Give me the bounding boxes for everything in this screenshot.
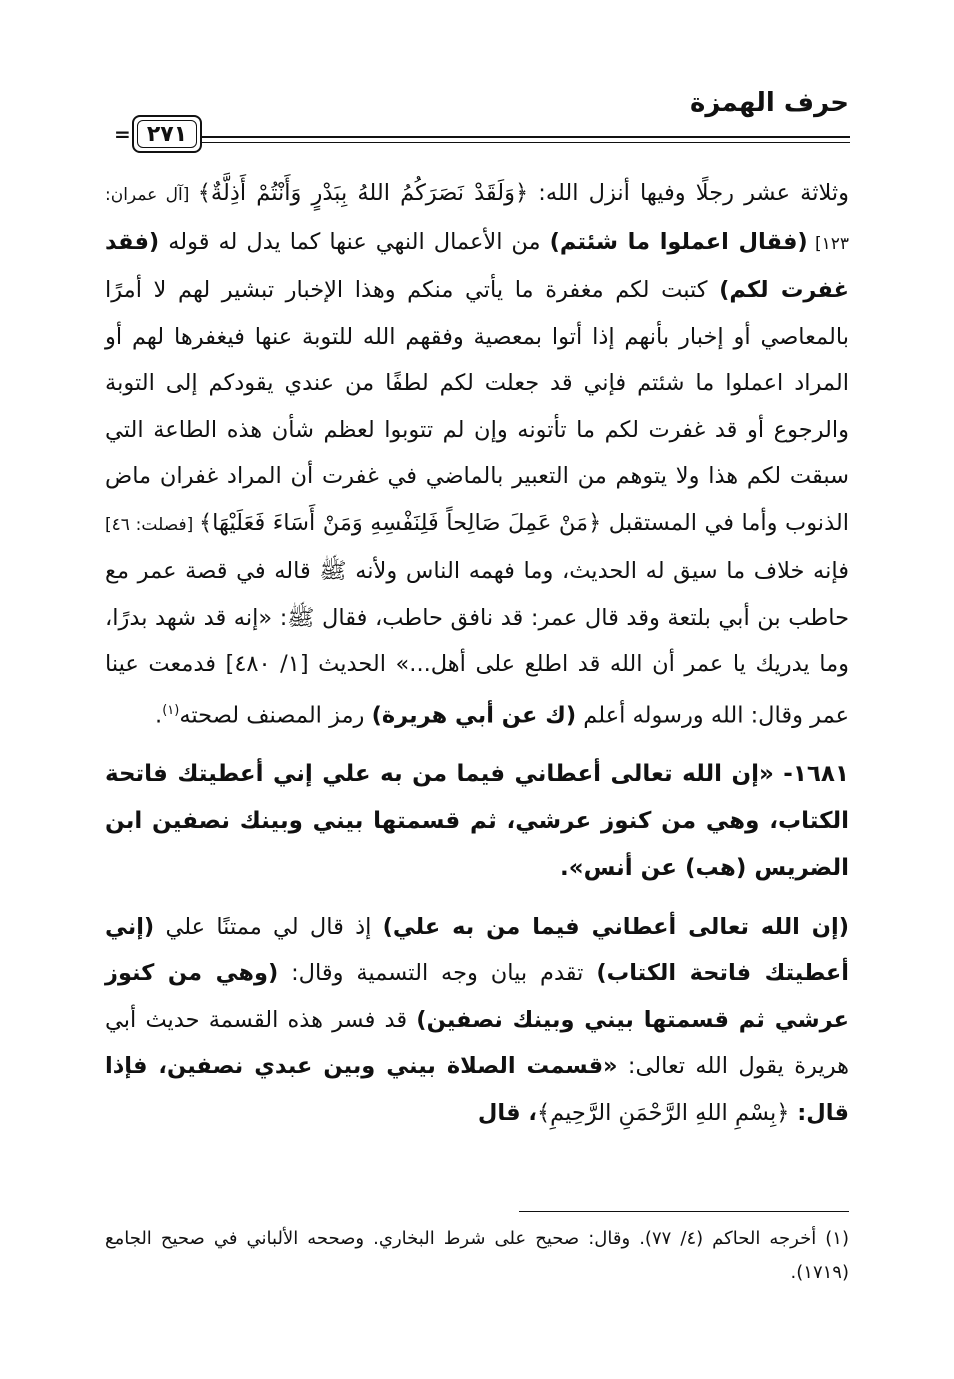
hadith-quote: (فقد غفرت لكم) bbox=[105, 228, 849, 303]
verse-reference: [آل عمران: ١٢٣] bbox=[105, 185, 850, 254]
hadith-quote: (إني أعطيتك فاتحة الكتاب) bbox=[105, 913, 849, 986]
hadith-quote: (فقال اعملوا ما شئتم) bbox=[549, 228, 808, 255]
quran-verse: ﴿بِسْمِ اللهِ الرَّحْمَنِ الرَّحِيمِ﴾ bbox=[536, 1099, 790, 1126]
page-number: ٢٧١ bbox=[132, 115, 202, 153]
hadith-entry: ١٦٨١- «إن الله تعالى أعطاني فيما من به علي إني أعطيتك فاتحة الكتاب، وهي من كنوز عرشي، ثم قسمتها بيني وبينك نصفين ابن الضريس (هب) عن أنس». bbox=[105, 760, 849, 881]
quran-verse: ﴿مَنْ عَمِلَ صَالِحاً فَلِنَفْسِهِ وَمَنْ أَسَاءَ فَعَلَيْهَا﴾ bbox=[198, 509, 602, 536]
paragraph-commentary-2 bbox=[105, 904, 849, 1137]
chapter-title: حرف الهمزة bbox=[690, 88, 849, 118]
hadith-quote: (وهي من كنوز عرشي ثم قسمتها بيني وبينك نصفين) bbox=[105, 960, 849, 1033]
text-run: كتبت لكم مغفرة ما يأتي منكم وهذا الإخبار تبشير لهم لا أمرًا بالمعاصي أو إخبار بأنهم إذا أتوا بمعصية وفقهم الله للتوبة عنها فيغفرها لهم أو المراد اعملوا ما شئتم فإني قد جعلت لكم لطفًا من عندي يقودكم إلى التوبة والرجوع أو قد غفرت لكم ما تأتونه وإن لم تتوبوا لعظم شأن هذه الطاعة التي سبقت لكم هذا ولا يتوهم من التعبير بالماضي في غفرت أن المراد غفران ماض الذنوب وأما في المستقبل bbox=[105, 277, 849, 536]
paragraph-commentary-1 bbox=[105, 170, 849, 739]
hadith-quote: (إن الله تعالى أعطاني فيما من به علي) bbox=[382, 913, 849, 940]
text-run: من الأعمال النهي عنها كما يدل له قوله bbox=[159, 228, 550, 255]
footnote-text: (١) أخرجه الحاكم (٤/ ٧٧). وقال: صحيح على شرط البخاري. وصححه الألباني في صحيح الجامع (١٧١٩). bbox=[105, 1228, 849, 1283]
text-run: وثلاثة عشر رجلًا وفيها أنزل الله: bbox=[528, 180, 850, 206]
footnote bbox=[105, 1222, 849, 1290]
verse-reference: [فصلت: ٤٦] bbox=[105, 514, 199, 535]
hadith-quote: ، قال bbox=[477, 1099, 537, 1126]
text-run: . bbox=[155, 702, 163, 728]
text-run: رمز المصنف لصحته bbox=[179, 702, 372, 728]
header-rule bbox=[200, 136, 850, 138]
text-run: إذ قال لي ممتنًا علي bbox=[154, 913, 383, 940]
text-run: قد فسر هذه القسمة حديث أبي هريرة يقول الله تعالى: bbox=[105, 1006, 849, 1079]
text-run: تقدم بيان وجه التسمية وقال: bbox=[278, 960, 597, 986]
header-rule-thin bbox=[200, 142, 850, 143]
source-attribution: (ك عن أبي هريرة) bbox=[371, 702, 577, 728]
text-run: فإنه خلاف ما سيق له الحديث، وما فهمه الناس ولأنه ﷺ قاله في قصة عمر مع حاطب بن أبي بلتعة وقد قال عمر: قد نافق حاطب، فقال ﷺ: «إنه قد شهد بدرًا، وما يدريك يا عمر أن الله قد اطلع على أهل...» الحديث [١/ ٤٨٠] فدمعت عينا عمر وقال: الله ورسوله أعلم bbox=[105, 558, 849, 728]
quran-verse: ﴿وَلَقَدْ نَصَرَكُمُ اللهُ بِبَدْرٍ وَأَنْتُمْ أَذِلَّةٌ﴾ bbox=[197, 180, 529, 206]
main-text bbox=[105, 170, 849, 1136]
footnote-rule bbox=[519, 1211, 849, 1212]
hadith-quote: «قسمت الصلاة بيني وبين عبدي نصفين، فإذا قال: bbox=[105, 1053, 849, 1126]
footnote-marker: (١) bbox=[162, 702, 180, 718]
header-separator-mark: = bbox=[114, 122, 131, 146]
